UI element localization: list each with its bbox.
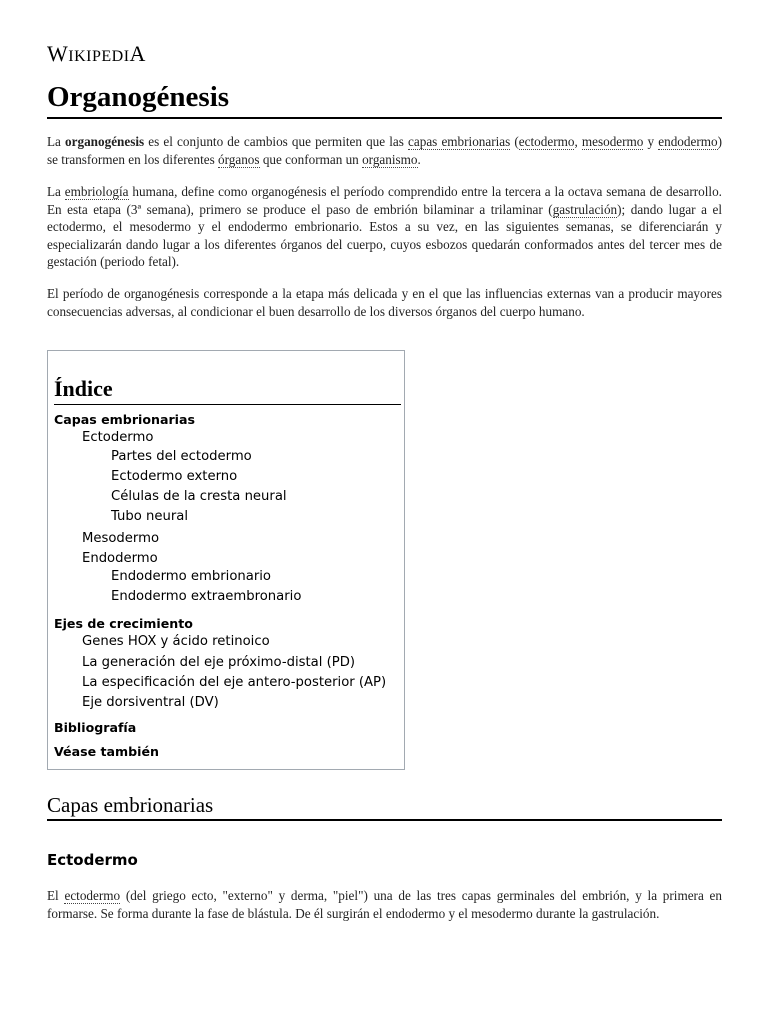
toc-item-eje-antero-posterior[interactable]: La especificación del eje antero-posterior (AP) (82, 675, 387, 690)
table-of-contents (47, 350, 405, 770)
toc-item-bibliografia[interactable]: Bibliografía (54, 720, 137, 735)
intro-paragraph-3: El período de organogénesis corresponde a la etapa más delicada y en el que las influencias externas van a producir mayores consecuencias adversas, al condicionar el buen desarrollo de los diversos órganos del cuerpo humano. (47, 286, 722, 319)
wordmark-smallcaps: IKIPEDI (68, 48, 130, 65)
link-ectodermo[interactable]: ectodermo (518, 134, 575, 149)
intro-paragraph-1: La organogénesis es el conjunto de cambios que permiten que las capas embrionarias (ectodermo, mesodermo y endodermo) se transformen en los diferentes órganos que conforman un organismo. (47, 134, 722, 167)
toc-item-vease-tambien[interactable]: Véase también (54, 744, 159, 759)
link-endodermo[interactable]: endodermo (658, 134, 718, 149)
toc-item-ectodermo-externo[interactable]: Ectodermo externo (111, 469, 238, 484)
toc-item-ejes-de-crecimiento[interactable]: Ejes de crecimiento (54, 616, 193, 631)
toc-item-eje-proximo-distal[interactable]: La generación del eje próximo-distal (PD) (82, 655, 355, 670)
link-gastrulacion[interactable]: gastrulación (552, 201, 618, 217)
toc-item-endodermo-extraembronario[interactable]: Endodermo extraembronario (111, 589, 302, 604)
link-embriologia[interactable]: embriología (64, 184, 129, 199)
toc-item-mesodermo[interactable]: Mesodermo (82, 531, 160, 546)
wikipedia-wordmark[interactable] (47, 41, 146, 67)
wordmark-letter: W (47, 41, 69, 66)
link-ectodermo-body[interactable]: ectodermo (64, 888, 121, 903)
section-divider (47, 819, 722, 821)
toc-item-endodermo-embrionario[interactable]: Endodermo embrionario (111, 569, 271, 584)
link-capas-embrionarias[interactable]: capas embrionarias (408, 134, 511, 149)
toc-item-tubo-neural[interactable]: Tubo neural (111, 509, 189, 524)
toc-item-ectodermo[interactable]: Ectodermo (82, 430, 154, 445)
toc-divider (54, 404, 401, 405)
page-title: Organogénesis (47, 81, 230, 113)
subsection-heading-ectodermo: Ectodermo (47, 851, 138, 869)
toc-title: Índice (54, 376, 113, 401)
toc-item-eje-dorsiventral[interactable]: Eje dorsiventral (DV) (82, 695, 219, 710)
toc-item-genes-hox[interactable]: Genes HOX y ácido retinoico (82, 634, 270, 649)
toc-item-partes-del-ectodermo[interactable]: Partes del ectodermo (111, 449, 252, 464)
section-heading-capas-embrionarias: Capas embrionarias (47, 793, 214, 817)
ectodermo-paragraph: El ectodermo (del griego ecto, "externo" y derma, "piel") una de las tres capas germinales del embrión, y la primera en formarse. Se forma durante la fase de blástula. De él surgirán el endodermo y el mesodermo durante la gastrulación. (47, 888, 722, 921)
bold-term: organogénesis (65, 134, 145, 149)
intro-paragraph-2: La embriología humana, define como organogénesis el período comprendido entre la tercera a la octava semana de desarrollo. En esta etapa (3ª semana), primero se produce el paso de embrión bilaminar a trilaminar (gastrulación); dando lugar a el ectodermo, el mesodermo y el endodermo embrionario. Estos a su vez, en las siguientes semanas, se diferenciarán y especializarán dando lugar a los diferentes órganos del cuerpo, cuyos esbozos quedarán conformados antes del tercer mes de gestación (periodo fetal). (47, 184, 722, 270)
link-organos[interactable]: órganos (218, 151, 260, 167)
toc-item-celulas-cresta-neural[interactable]: Células de la cresta neural (111, 489, 287, 504)
link-mesodermo[interactable]: mesodermo (581, 134, 644, 149)
wordmark-letter: A (129, 41, 146, 66)
toc-item-capas-embrionarias[interactable]: Capas embrionarias (54, 412, 195, 427)
link-organismo[interactable]: organismo (362, 151, 418, 167)
toc-item-endodermo[interactable]: Endodermo (82, 551, 158, 566)
title-divider (47, 117, 722, 119)
